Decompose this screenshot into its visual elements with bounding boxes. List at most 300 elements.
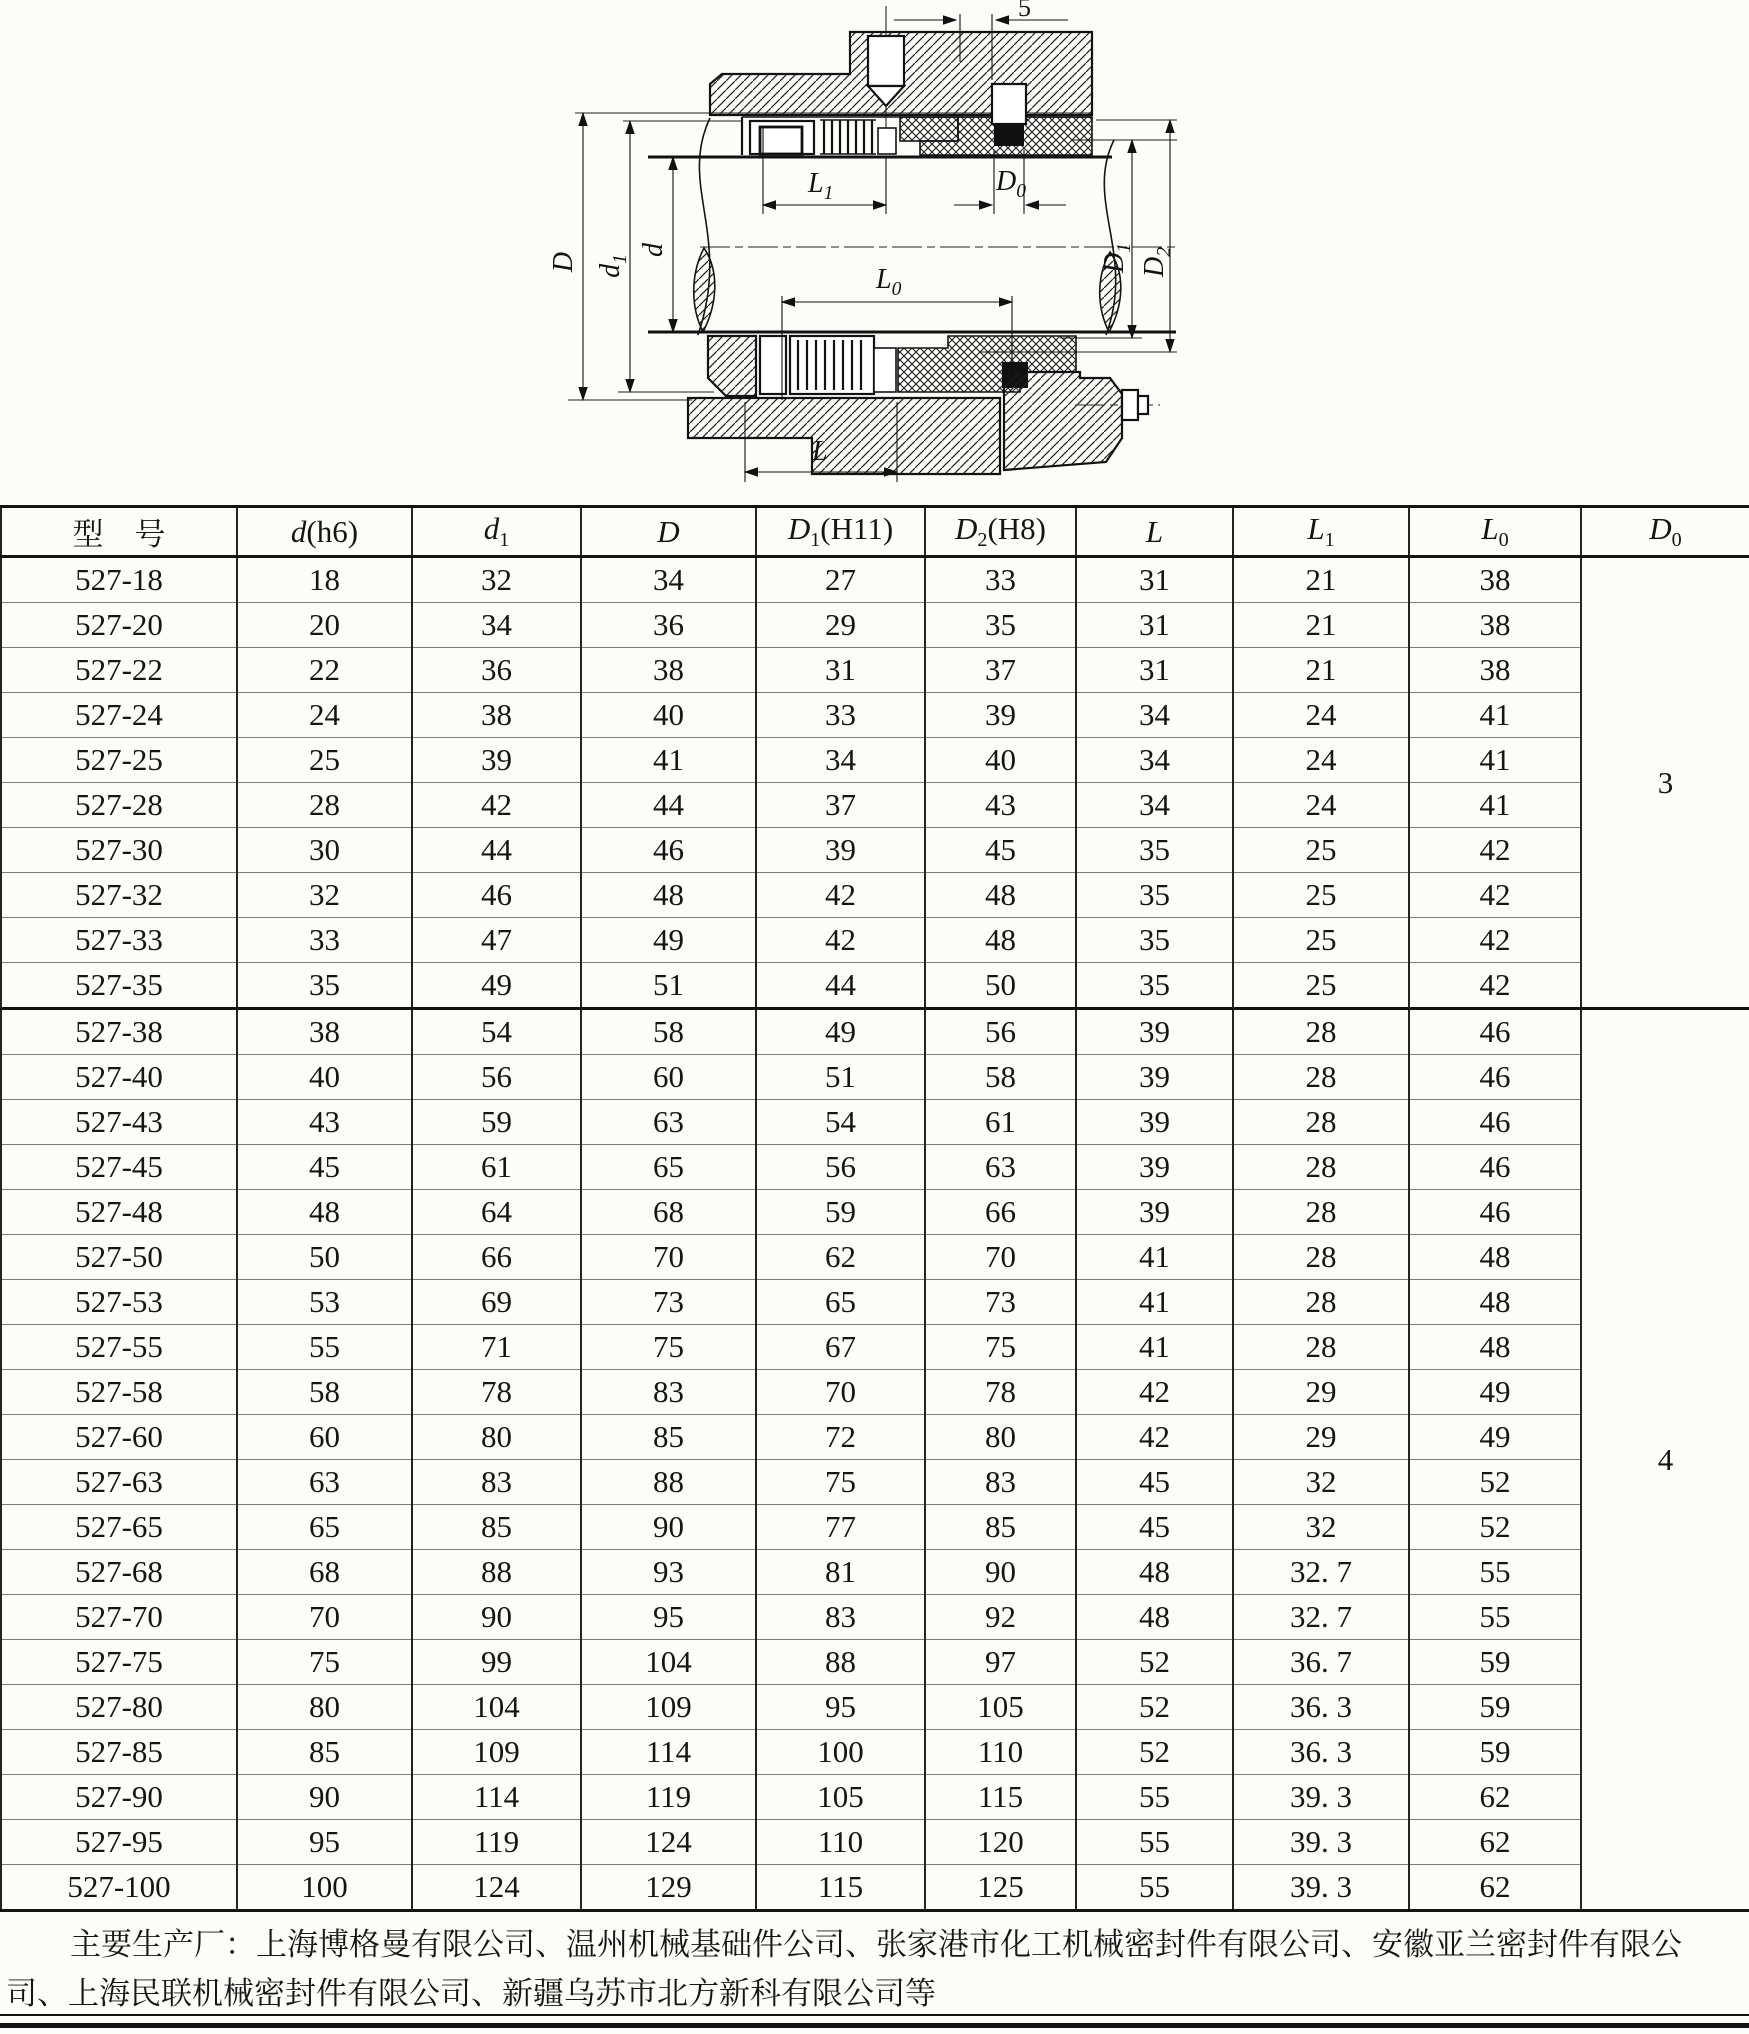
- cell-d0-group: 4: [1581, 1009, 1749, 1911]
- column-header: D: [581, 507, 756, 557]
- table-row: [1, 828, 1749, 873]
- table-row: [1, 1145, 1749, 1190]
- seal-cross-section-drawing: [420, 0, 1180, 505]
- cell-value: 24: [1233, 738, 1409, 783]
- cell-value: 44: [581, 783, 756, 828]
- table-row: [1, 1505, 1749, 1550]
- cell-value: 46: [1409, 1100, 1581, 1145]
- table-row: [1, 1865, 1749, 1911]
- cell-value: 40: [581, 693, 756, 738]
- column-header: $L_1$: [1233, 507, 1409, 557]
- cell-model: 527-45: [1, 1145, 237, 1190]
- cell-value: 55: [1409, 1595, 1581, 1640]
- cell-value: 38: [1409, 648, 1581, 693]
- cell-value: 124: [581, 1820, 756, 1865]
- cell-value: 41: [1076, 1280, 1233, 1325]
- cell-value: 75: [756, 1460, 925, 1505]
- cell-value: 42: [756, 873, 925, 918]
- cell-model: 527-63: [1, 1460, 237, 1505]
- spec-table: [0, 505, 1749, 1912]
- cell-value: 48: [1076, 1595, 1233, 1640]
- cell-value: 37: [925, 648, 1076, 693]
- cell-value: 46: [412, 873, 581, 918]
- cell-value: 28: [1233, 1100, 1409, 1145]
- cell-value: 88: [581, 1460, 756, 1505]
- cell-value: 90: [237, 1775, 412, 1820]
- cell-value: 39: [756, 828, 925, 873]
- cell-value: 95: [756, 1685, 925, 1730]
- cell-value: 32: [412, 557, 581, 603]
- cell-value: 42: [1409, 918, 1581, 963]
- cell-value: 34: [756, 738, 925, 783]
- dim-label-L: L: [812, 436, 828, 467]
- header-row: [1, 507, 1749, 557]
- manufacturers-note-line: 主要生产厂：上海博格曼有限公司、温州机械基础件公司、张家港市化工机械密封件有限公司、安徽亚兰密封件有限公: [70, 1927, 1682, 1962]
- cell-value: 25: [1233, 963, 1409, 1009]
- cell-value: 42: [756, 918, 925, 963]
- cell-value: 110: [925, 1730, 1076, 1775]
- cell-value: 33: [237, 918, 412, 963]
- cell-value: 25: [1233, 828, 1409, 873]
- cell-value: 45: [1076, 1460, 1233, 1505]
- cell-value: 62: [1409, 1820, 1581, 1865]
- cell-value: 34: [581, 557, 756, 603]
- cell-value: 59: [1409, 1685, 1581, 1730]
- cell-value: 46: [1409, 1190, 1581, 1235]
- table-row: [1, 1820, 1749, 1865]
- cell-value: 120: [925, 1820, 1076, 1865]
- cell-value: 39: [1076, 1145, 1233, 1190]
- cell-value: 55: [1076, 1865, 1233, 1911]
- spring-icon: [824, 120, 872, 154]
- cell-value: 28: [1233, 1055, 1409, 1100]
- cell-value: 75: [925, 1325, 1076, 1370]
- cell-model: 527-43: [1, 1100, 237, 1145]
- cell-value: 18: [237, 557, 412, 603]
- cell-value: 35: [1076, 963, 1233, 1009]
- cell-value: 58: [237, 1370, 412, 1415]
- cell-model: 527-38: [1, 1009, 237, 1055]
- cell-value: 42: [1409, 873, 1581, 918]
- cell-value: 39. 3: [1233, 1775, 1409, 1820]
- cell-value: 80: [412, 1415, 581, 1460]
- cell-value: 83: [925, 1460, 1076, 1505]
- cell-value: 72: [756, 1415, 925, 1460]
- cell-value: 95: [581, 1595, 756, 1640]
- cell-value: 66: [412, 1235, 581, 1280]
- cell-value: 70: [581, 1235, 756, 1280]
- cell-value: 52: [1076, 1685, 1233, 1730]
- cell-value: 90: [412, 1595, 581, 1640]
- cell-value: 42: [1409, 963, 1581, 1009]
- cell-value: 52: [1076, 1730, 1233, 1775]
- cell-value: 51: [756, 1055, 925, 1100]
- cell-value: 109: [412, 1730, 581, 1775]
- cell-value: 60: [581, 1055, 756, 1100]
- cell-value: 129: [581, 1865, 756, 1911]
- cell-value: 41: [1076, 1325, 1233, 1370]
- cell-value: 32: [237, 873, 412, 918]
- cell-value: 33: [925, 557, 1076, 603]
- cell-value: 35: [1076, 873, 1233, 918]
- cell-value: 85: [925, 1505, 1076, 1550]
- cell-value: 62: [1409, 1775, 1581, 1820]
- cell-value: 39. 3: [1233, 1865, 1409, 1911]
- cell-value: 40: [237, 1055, 412, 1100]
- cell-value: 38: [237, 1009, 412, 1055]
- table-row: [1, 1415, 1749, 1460]
- cell-value: 68: [237, 1550, 412, 1595]
- cell-value: 58: [925, 1055, 1076, 1100]
- seal-ring: [900, 117, 958, 141]
- dim-label-d1: $d_1$: [595, 254, 631, 278]
- cell-value: 39: [1076, 1009, 1233, 1055]
- table-row: [1, 1009, 1749, 1055]
- cell-value: 46: [1409, 1145, 1581, 1190]
- cell-value: 36: [581, 603, 756, 648]
- cell-value: 39: [412, 738, 581, 783]
- manufacturers-note: [6, 1920, 1743, 2018]
- bolt-icon: [1122, 390, 1138, 420]
- cell-value: 35: [237, 963, 412, 1009]
- dim-label-D2: $D_2$: [1139, 246, 1175, 278]
- cell-value: 38: [1409, 557, 1581, 603]
- cell-value: 55: [1076, 1775, 1233, 1820]
- cell-value: 28: [1233, 1190, 1409, 1235]
- cell-value: 32: [1233, 1460, 1409, 1505]
- cell-value: 41: [581, 738, 756, 783]
- cell-value: 80: [237, 1685, 412, 1730]
- cell-value: 92: [925, 1595, 1076, 1640]
- table-row: [1, 557, 1749, 603]
- cell-model: 527-35: [1, 963, 237, 1009]
- cell-value: 63: [581, 1100, 756, 1145]
- cell-value: 90: [925, 1550, 1076, 1595]
- cell-value: 75: [581, 1325, 756, 1370]
- cell-value: 50: [237, 1235, 412, 1280]
- cell-value: 99: [412, 1640, 581, 1685]
- cell-value: 24: [1233, 693, 1409, 738]
- cell-value: 45: [1076, 1505, 1233, 1550]
- cell-value: 40: [925, 738, 1076, 783]
- cell-value: 35: [1076, 918, 1233, 963]
- table-row: [1, 1235, 1749, 1280]
- cell-value: 44: [756, 963, 925, 1009]
- cell-value: 56: [925, 1009, 1076, 1055]
- cell-value: 28: [237, 783, 412, 828]
- cell-value: 104: [412, 1685, 581, 1730]
- cell-value: 24: [1233, 783, 1409, 828]
- cell-value: 104: [581, 1640, 756, 1685]
- table-row: [1, 1730, 1749, 1775]
- cell-value: 73: [581, 1280, 756, 1325]
- o-ring: [994, 124, 1024, 146]
- cell-model: 527-75: [1, 1640, 237, 1685]
- cell-value: 48: [237, 1190, 412, 1235]
- table-row: [1, 648, 1749, 693]
- cell-model: 527-40: [1, 1055, 237, 1100]
- cell-value: 42: [1409, 828, 1581, 873]
- cell-value: 41: [1076, 1235, 1233, 1280]
- table-row: [1, 1100, 1749, 1145]
- table-row: [1, 693, 1749, 738]
- cell-d0-group: 3: [1581, 557, 1749, 1009]
- cell-value: 48: [1409, 1325, 1581, 1370]
- cell-model: 527-80: [1, 1685, 237, 1730]
- table-row: [1, 963, 1749, 1009]
- cell-value: 22: [237, 648, 412, 693]
- cell-value: 55: [1409, 1550, 1581, 1595]
- cell-value: 119: [581, 1775, 756, 1820]
- cell-value: 35: [1076, 828, 1233, 873]
- cell-value: 60: [237, 1415, 412, 1460]
- cell-value: 52: [1409, 1505, 1581, 1550]
- column-header: $d_1$: [412, 507, 581, 557]
- cell-value: 62: [756, 1235, 925, 1280]
- cell-model: 527-18: [1, 557, 237, 603]
- table-row: [1, 1325, 1749, 1370]
- cell-value: 51: [581, 963, 756, 1009]
- cell-value: 97: [925, 1640, 1076, 1685]
- cell-value: 46: [581, 828, 756, 873]
- table-row: [1, 1550, 1749, 1595]
- cell-value: 68: [581, 1190, 756, 1235]
- cell-value: 24: [237, 693, 412, 738]
- cell-value: 48: [1076, 1550, 1233, 1595]
- cell-value: 38: [1409, 603, 1581, 648]
- cell-model: 527-24: [1, 693, 237, 738]
- cell-value: 45: [925, 828, 1076, 873]
- cell-value: 48: [1409, 1235, 1581, 1280]
- cell-value: 38: [581, 648, 756, 693]
- cell-value: 58: [581, 1009, 756, 1055]
- cell-value: 56: [756, 1145, 925, 1190]
- cell-value: 54: [756, 1100, 925, 1145]
- cell-value: 20: [237, 603, 412, 648]
- cell-value: 115: [925, 1775, 1076, 1820]
- cell-value: 49: [1409, 1370, 1581, 1415]
- cell-model: 527-70: [1, 1595, 237, 1640]
- cell-value: 34: [1076, 693, 1233, 738]
- cell-value: 67: [756, 1325, 925, 1370]
- cell-model: 527-20: [1, 603, 237, 648]
- table-row: [1, 1640, 1749, 1685]
- table-row: [1, 1685, 1749, 1730]
- cell-value: 105: [925, 1685, 1076, 1730]
- cell-value: 83: [412, 1460, 581, 1505]
- cell-model: 527-48: [1, 1190, 237, 1235]
- cell-value: 41: [1409, 693, 1581, 738]
- cell-value: 65: [756, 1280, 925, 1325]
- cell-value: 44: [412, 828, 581, 873]
- cell-value: 34: [412, 603, 581, 648]
- cell-value: 73: [925, 1280, 1076, 1325]
- table-row: [1, 1595, 1749, 1640]
- cell-model: 527-58: [1, 1370, 237, 1415]
- cell-model: 527-53: [1, 1280, 237, 1325]
- cell-value: 43: [237, 1100, 412, 1145]
- cell-value: 85: [412, 1505, 581, 1550]
- column-header: $D_1(H11)$: [756, 507, 925, 557]
- cell-value: 42: [1076, 1370, 1233, 1415]
- drive-pin: [992, 84, 1026, 124]
- cell-value: 59: [1409, 1730, 1581, 1775]
- cell-value: 54: [412, 1009, 581, 1055]
- cell-model: 527-33: [1, 918, 237, 963]
- cell-value: 61: [412, 1145, 581, 1190]
- cell-value: 81: [756, 1550, 925, 1595]
- column-header: $D_0$: [1581, 507, 1749, 557]
- cell-value: 105: [756, 1775, 925, 1820]
- cell-value: 32. 7: [1233, 1595, 1409, 1640]
- cell-value: 109: [581, 1685, 756, 1730]
- cell-model: 527-68: [1, 1550, 237, 1595]
- cell-value: 55: [237, 1325, 412, 1370]
- cell-value: 25: [237, 738, 412, 783]
- cell-value: 56: [412, 1055, 581, 1100]
- cell-value: 43: [925, 783, 1076, 828]
- cell-value: 49: [581, 918, 756, 963]
- cell-value: 49: [412, 963, 581, 1009]
- table-row: [1, 873, 1749, 918]
- cell-model: 527-30: [1, 828, 237, 873]
- cell-model: 527-90: [1, 1775, 237, 1820]
- cell-value: 37: [756, 783, 925, 828]
- cell-value: 70: [925, 1235, 1076, 1280]
- cell-value: 42: [412, 783, 581, 828]
- cell-value: 28: [1233, 1325, 1409, 1370]
- cell-value: 61: [925, 1100, 1076, 1145]
- cell-model: 527-85: [1, 1730, 237, 1775]
- cell-value: 41: [1409, 738, 1581, 783]
- cell-value: 21: [1233, 603, 1409, 648]
- cell-value: 36. 3: [1233, 1685, 1409, 1730]
- table-row: [1, 603, 1749, 648]
- cell-value: 29: [1233, 1415, 1409, 1460]
- column-header: L: [1076, 507, 1233, 557]
- table-row: [1, 1460, 1749, 1505]
- cell-value: 30: [237, 828, 412, 873]
- cell-value: 77: [756, 1505, 925, 1550]
- table-row: [1, 1055, 1749, 1100]
- table-row: [1, 783, 1749, 828]
- cell-value: 50: [925, 963, 1076, 1009]
- set-screw-hole: [868, 36, 904, 86]
- cell-value: 35: [925, 603, 1076, 648]
- table-row: [1, 738, 1749, 783]
- cell-model: 527-50: [1, 1235, 237, 1280]
- cell-value: 78: [412, 1370, 581, 1415]
- cell-value: 85: [581, 1415, 756, 1460]
- column-header: d(h6): [237, 507, 412, 557]
- cell-value: 25: [1233, 918, 1409, 963]
- cell-value: 34: [1076, 783, 1233, 828]
- cell-value: 62: [1409, 1865, 1581, 1911]
- table-row: [1, 1775, 1749, 1820]
- cell-value: 39: [1076, 1100, 1233, 1145]
- cell-value: 69: [412, 1280, 581, 1325]
- cell-value: 52: [1409, 1460, 1581, 1505]
- cell-value: 55: [1076, 1820, 1233, 1865]
- cell-value: 71: [412, 1325, 581, 1370]
- cell-value: 45: [237, 1145, 412, 1190]
- cell-model: 527-100: [1, 1865, 237, 1911]
- dim-label-D1: $D_1$: [1099, 242, 1135, 274]
- cell-value: 59: [412, 1100, 581, 1145]
- cell-value: 65: [237, 1505, 412, 1550]
- cell-value: 83: [581, 1370, 756, 1415]
- cell-value: 66: [925, 1190, 1076, 1235]
- column-header: 型 号: [1, 507, 237, 557]
- cell-value: 28: [1233, 1235, 1409, 1280]
- cell-model: 527-65: [1, 1505, 237, 1550]
- cell-value: 32: [1233, 1505, 1409, 1550]
- cell-value: 36. 3: [1233, 1730, 1409, 1775]
- dim-label-d: d: [638, 243, 669, 257]
- cell-value: 80: [925, 1415, 1076, 1460]
- table-row: [1, 1190, 1749, 1235]
- cell-value: 85: [237, 1730, 412, 1775]
- cell-value: 78: [925, 1370, 1076, 1415]
- cell-value: 36. 7: [1233, 1640, 1409, 1685]
- cell-value: 38: [412, 693, 581, 738]
- cell-value: 39: [1076, 1190, 1233, 1235]
- cell-value: 83: [756, 1595, 925, 1640]
- cell-value: 95: [237, 1820, 412, 1865]
- cell-value: 70: [237, 1595, 412, 1640]
- cell-value: 48: [1409, 1280, 1581, 1325]
- cell-value: 114: [581, 1730, 756, 1775]
- cell-value: 39: [925, 693, 1076, 738]
- dim-label-D: D: [548, 251, 579, 273]
- cell-value: 100: [756, 1730, 925, 1775]
- dim-label-D0: $D_0$: [996, 166, 1027, 202]
- cell-value: 49: [756, 1009, 925, 1055]
- seat-block: [1004, 372, 1122, 470]
- dim-label-L0: $L_0$: [876, 264, 902, 300]
- cell-value: 53: [237, 1280, 412, 1325]
- cell-value: 88: [412, 1550, 581, 1595]
- cell-model: 527-60: [1, 1415, 237, 1460]
- cell-value: 32. 7: [1233, 1550, 1409, 1595]
- cell-value: 47: [412, 918, 581, 963]
- column-header: $D_2(H8)$: [925, 507, 1076, 557]
- cell-value: 65: [581, 1145, 756, 1190]
- cell-model: 527-22: [1, 648, 237, 693]
- cell-value: 39: [1076, 1055, 1233, 1100]
- cell-value: 21: [1233, 648, 1409, 693]
- upper-gland: [710, 32, 1092, 115]
- cell-value: 64: [412, 1190, 581, 1235]
- cell-value: 36: [412, 648, 581, 693]
- cell-value: 49: [1409, 1415, 1581, 1460]
- cell-value: 125: [925, 1865, 1076, 1911]
- cell-value: 34: [1076, 738, 1233, 783]
- cell-value: 27: [756, 557, 925, 603]
- cell-value: 48: [925, 918, 1076, 963]
- cell-value: 59: [1409, 1640, 1581, 1685]
- dim-label-5: 5: [1018, 0, 1031, 22]
- cell-value: 59: [756, 1190, 925, 1235]
- cell-value: 52: [1076, 1640, 1233, 1685]
- cell-value: 42: [1076, 1415, 1233, 1460]
- manufacturers-note-line: 司、上海民联机械密封件有限公司、新疆乌苏市北方新科有限公司等: [6, 1976, 936, 2011]
- cell-value: 28: [1233, 1145, 1409, 1190]
- cell-value: 31: [1076, 557, 1233, 603]
- bottom-rule-thin: [0, 2014, 1749, 2016]
- cell-value: 48: [925, 873, 1076, 918]
- cell-value: 21: [1233, 557, 1409, 603]
